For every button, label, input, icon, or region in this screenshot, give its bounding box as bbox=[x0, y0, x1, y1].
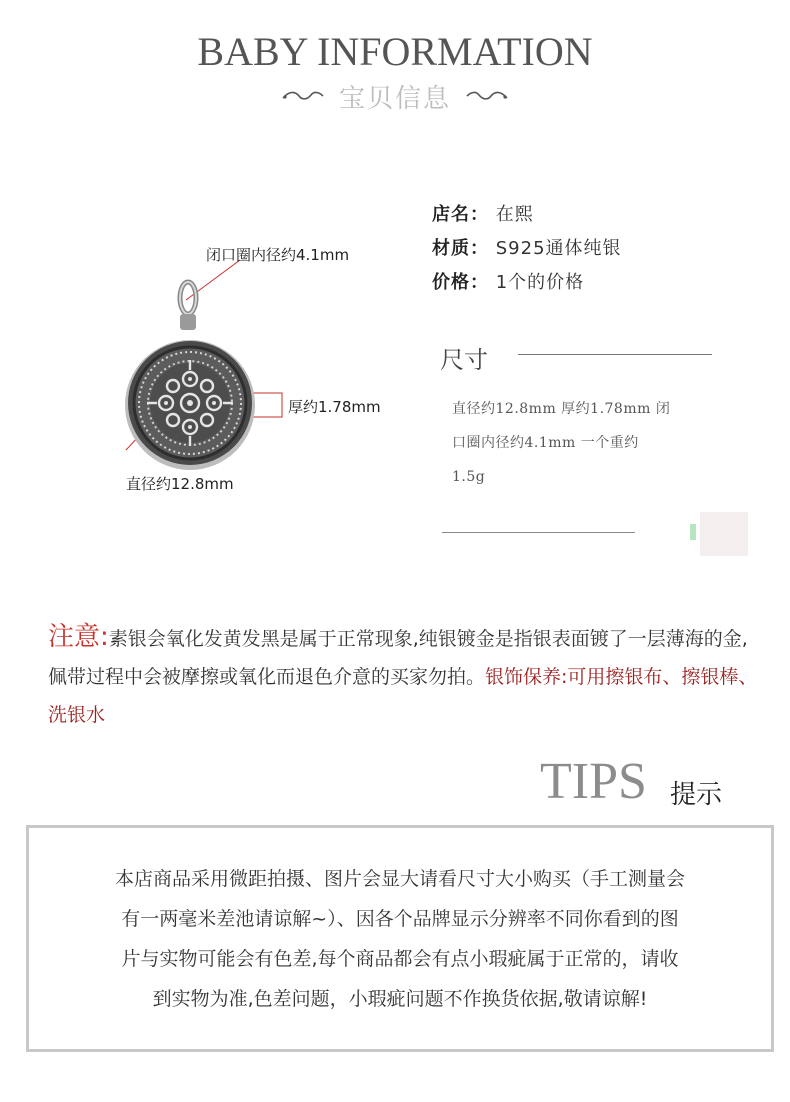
notice-paragraph bbox=[48, 618, 760, 734]
size-line: 口圈内径约4.1mm 一个重约 bbox=[452, 435, 639, 451]
info-value: 在熙 bbox=[495, 204, 534, 225]
subtitle-row bbox=[0, 78, 790, 114]
info-label: 材质： bbox=[432, 238, 489, 259]
divider bbox=[518, 354, 712, 355]
info-shop bbox=[432, 200, 534, 226]
notice-text: 素银会氧化发黄发黑是属于正常现象,纯银镀金是指银表面镀了一层薄海的金,佩带过程中会被摩擦或氧化而退色介意的买家勿拍。 bbox=[48, 628, 748, 688]
diameter-label: 直径约12.8mm bbox=[126, 475, 234, 493]
page-title: BABY INFORMATION bbox=[197, 29, 593, 74]
size-description bbox=[452, 392, 712, 494]
info-value: S925通体纯银 bbox=[495, 238, 622, 259]
decorative-mark bbox=[690, 524, 696, 540]
info-price bbox=[432, 268, 584, 294]
tips-box bbox=[26, 825, 774, 1052]
decorative-block bbox=[700, 512, 748, 556]
care-text: 银饰保养:可用擦银布、擦银棒、洗银水 bbox=[48, 666, 758, 726]
tips-line: 本店商品采用微距拍摄、图片会显大请看尺寸大小购买（手工测量会 bbox=[114, 867, 685, 890]
tips-line: 片与实物可能会有色差,每个商品都会有点小瑕疵属于正常的，请收 bbox=[121, 947, 679, 970]
info-label: 店名： bbox=[432, 204, 489, 225]
ring-diameter-label: 闭口圈内径约4.1mm bbox=[206, 246, 350, 264]
tips-line: 到实物为准,色差问题，小瑕疵问题不作换货依据,敬请谅解! bbox=[152, 987, 648, 1010]
thickness-label: 厚约1.78mm bbox=[288, 398, 381, 416]
info-material bbox=[432, 234, 622, 260]
right-flourish-icon bbox=[465, 89, 509, 103]
tips-title-cn: 提示 bbox=[670, 780, 723, 810]
page-subtitle: 宝贝信息 bbox=[338, 83, 451, 114]
tips-text bbox=[70, 859, 730, 1019]
info-label: 价格： bbox=[432, 272, 489, 293]
left-flourish-icon bbox=[281, 89, 325, 103]
tips-title-en: TIPS bbox=[540, 753, 647, 810]
pendant-image bbox=[110, 240, 410, 510]
size-line: 直径约12.8mm 厚约1.78mm 闭 bbox=[452, 401, 671, 417]
tips-line: 有一两毫米差池请谅解~）、因各个品牌显示分辨率不同你看到的图 bbox=[121, 907, 679, 930]
size-heading: 尺寸 bbox=[440, 346, 488, 374]
notice-label: 注意: bbox=[48, 622, 109, 652]
divider bbox=[442, 532, 635, 533]
size-line: 1.5g bbox=[452, 469, 486, 485]
pendant-illustration bbox=[110, 240, 410, 510]
info-value: 1个的价格 bbox=[495, 272, 585, 293]
